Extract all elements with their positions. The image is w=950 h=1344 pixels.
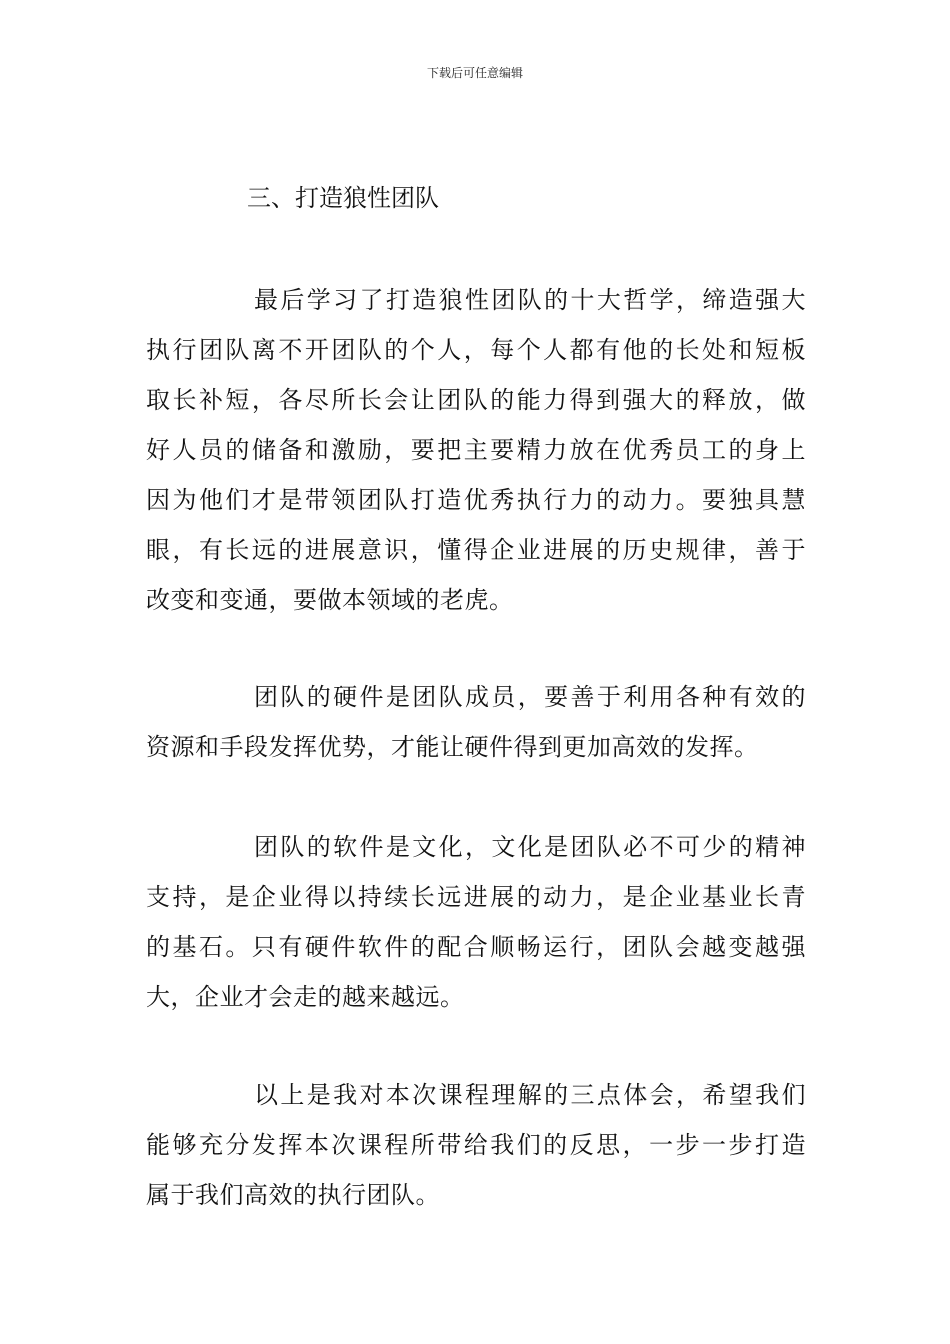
paragraph-line: 支持，是企业得以持续长远进展的动力，是企业基业长青 <box>146 883 806 911</box>
paragraph-line: 能够充分发挥本次课程所带给我们的反思，一步一步打造 <box>146 1131 806 1159</box>
paragraph-line: 最后学习了打造狼性团队的十大哲学，缔造强大 <box>254 286 806 314</box>
paragraph-line: 的基石。只有硬件软件的配合顺畅运行，团队会越变越强 <box>146 933 806 961</box>
paragraph-line: 因为他们才是带领团队打造优秀执行力的动力。要独具慧 <box>146 486 806 514</box>
paragraph-line: 执行团队离不开团队的个人，每个人都有他的长处和短板 <box>146 336 806 364</box>
paragraph-line: 好人员的储备和激励，要把主要精力放在优秀员工的身上 <box>146 436 806 464</box>
paragraph-line: 改变和变通，要做本领域的老虎。 <box>146 586 514 614</box>
header-note: 下载后可任意编辑 <box>426 66 523 80</box>
paragraph-line: 以上是我对本次课程理解的三点体会，希望我们 <box>254 1081 806 1109</box>
paragraph-conclusion <box>146 1070 806 1220</box>
paragraph-line: 属于我们高效的执行团队。 <box>146 1181 440 1209</box>
paragraph-team-hardware <box>146 672 806 772</box>
paragraph-line: 眼，有长远的进展意识，懂得企业进展的历史规律，善于 <box>146 536 806 564</box>
paragraph-line: 大，企业才会走的越来越远。 <box>146 983 465 1011</box>
paragraph-team-software <box>146 822 806 1022</box>
paragraph-line: 团队的软件是文化，文化是团队必不可少的精神 <box>254 833 806 861</box>
section-heading: 三、打造狼性团队 <box>247 184 439 212</box>
paragraph-wolf-team-philosophy <box>146 275 806 625</box>
paragraph-line: 取长补短，各尽所长会让团队的能力得到强大的释放，做 <box>146 386 806 414</box>
paragraph-line: 团队的硬件是团队成员，要善于利用各种有效的 <box>254 683 806 711</box>
paragraph-line: 资源和手段发挥优势，才能让硬件得到更加高效的发挥。 <box>146 733 759 761</box>
